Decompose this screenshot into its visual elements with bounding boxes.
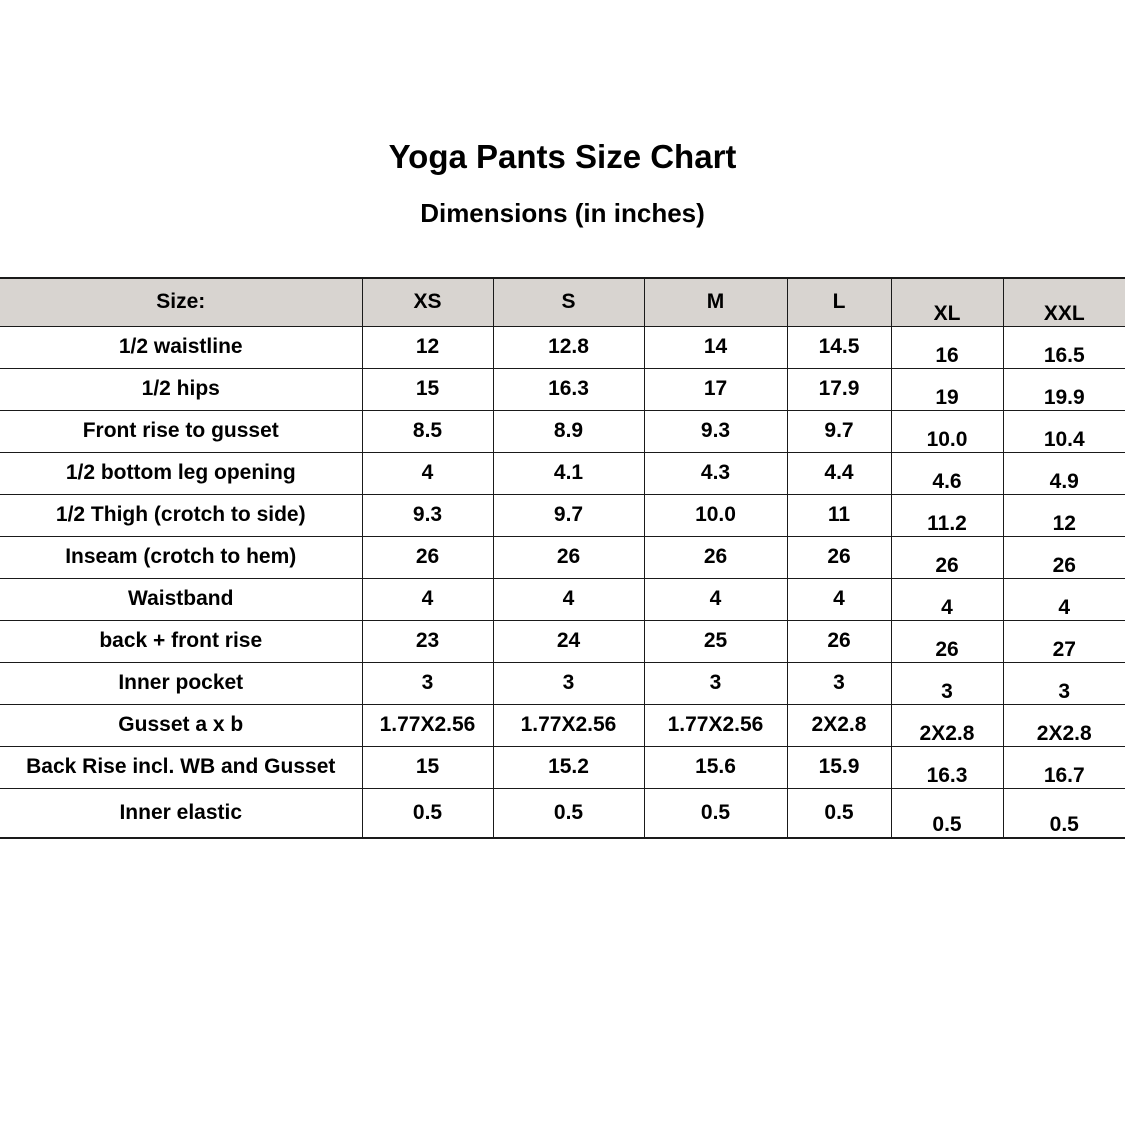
table-row	[0, 410, 1125, 452]
cell-value: 8.5	[362, 410, 493, 452]
cell-value: 4.4	[787, 452, 891, 494]
column-header-xs: XS	[362, 278, 493, 326]
cell-value: 16.3	[891, 746, 1003, 788]
cell-value: 3	[644, 662, 787, 704]
cell-value: 0.5	[891, 788, 1003, 838]
cell-value: 9.3	[644, 410, 787, 452]
cell-value: 16.5	[1003, 326, 1125, 368]
cell-value: 26	[891, 536, 1003, 578]
cell-value: 9.7	[787, 410, 891, 452]
size-chart-table	[0, 277, 1125, 839]
cell-value: 15	[362, 368, 493, 410]
cell-value: 11	[787, 494, 891, 536]
row-label: 1/2 Thigh (crotch to side)	[0, 494, 362, 536]
table-head	[0, 278, 1125, 326]
page-title: Yoga Pants Size Chart	[388, 138, 737, 175]
table-row	[0, 578, 1125, 620]
row-label: Gusset a x b	[0, 704, 362, 746]
cell-value: 14	[644, 326, 787, 368]
row-label: 1/2 bottom leg opening	[0, 452, 362, 494]
cell-value: 0.5	[787, 788, 891, 838]
table-row	[0, 452, 1125, 494]
cell-value: 2X2.8	[787, 704, 891, 746]
cell-value: 4	[362, 452, 493, 494]
cell-value: 1.77X2.56	[362, 704, 493, 746]
cell-value: 3	[891, 662, 1003, 704]
table-row	[0, 368, 1125, 410]
column-header-s: S	[493, 278, 644, 326]
column-header-xxl: XXL	[1003, 278, 1125, 326]
table-row	[0, 536, 1125, 578]
cell-value: 4	[787, 578, 891, 620]
cell-value: 26	[787, 536, 891, 578]
row-label: Inner pocket	[0, 662, 362, 704]
cell-value: 16	[891, 326, 1003, 368]
cell-value: 4	[891, 578, 1003, 620]
cell-value: 12	[362, 326, 493, 368]
row-label: 1/2 waistline	[0, 326, 362, 368]
cell-value: 15.2	[493, 746, 644, 788]
cell-value: 12	[1003, 494, 1125, 536]
cell-value: 26	[787, 620, 891, 662]
cell-value: 0.5	[1003, 788, 1125, 838]
cell-value: 3	[787, 662, 891, 704]
table-row	[0, 704, 1125, 746]
cell-value: 10.0	[891, 410, 1003, 452]
cell-value: 15	[362, 746, 493, 788]
cell-value: 19.9	[1003, 368, 1125, 410]
column-header-m: M	[644, 278, 787, 326]
cell-value: 24	[493, 620, 644, 662]
cell-value: 26	[891, 620, 1003, 662]
cell-value: 15.6	[644, 746, 787, 788]
row-label: Waistband	[0, 578, 362, 620]
cell-value: 10.0	[644, 494, 787, 536]
cell-value: 25	[644, 620, 787, 662]
cell-value: 16.7	[1003, 746, 1125, 788]
table-row	[0, 494, 1125, 536]
cell-value: 12.8	[493, 326, 644, 368]
row-label: 1/2 hips	[0, 368, 362, 410]
row-label: Inseam (crotch to hem)	[0, 536, 362, 578]
cell-value: 26	[493, 536, 644, 578]
table-body	[0, 326, 1125, 838]
cell-value: 14.5	[787, 326, 891, 368]
cell-value: 19	[891, 368, 1003, 410]
cell-value: 26	[1003, 536, 1125, 578]
cell-value: 2X2.8	[1003, 704, 1125, 746]
column-header-l: L	[787, 278, 891, 326]
page-subtitle: Dimensions (in inches)	[420, 198, 705, 228]
cell-value: 1.77X2.56	[644, 704, 787, 746]
table-header-row	[0, 278, 1125, 326]
table-row	[0, 746, 1125, 788]
size-chart-table-wrap	[0, 277, 1125, 839]
cell-value: 9.3	[362, 494, 493, 536]
row-label: Inner elastic	[0, 788, 362, 838]
table-row	[0, 662, 1125, 704]
cell-value: 23	[362, 620, 493, 662]
table-row	[0, 326, 1125, 368]
row-label: Front rise to gusset	[0, 410, 362, 452]
cell-value: 3	[493, 662, 644, 704]
cell-value: 3	[1003, 662, 1125, 704]
cell-value: 26	[362, 536, 493, 578]
cell-value: 16.3	[493, 368, 644, 410]
table-row	[0, 620, 1125, 662]
cell-value: 2X2.8	[891, 704, 1003, 746]
cell-value: 4.9	[1003, 452, 1125, 494]
cell-value: 27	[1003, 620, 1125, 662]
cell-value: 17	[644, 368, 787, 410]
cell-value: 4	[1003, 578, 1125, 620]
cell-value: 11.2	[891, 494, 1003, 536]
row-label: back + front rise	[0, 620, 362, 662]
cell-value: 3	[362, 662, 493, 704]
cell-value: 4	[493, 578, 644, 620]
cell-value: 4.6	[891, 452, 1003, 494]
cell-value: 4.1	[493, 452, 644, 494]
cell-value: 0.5	[362, 788, 493, 838]
cell-value: 4	[644, 578, 787, 620]
cell-value: 9.7	[493, 494, 644, 536]
cell-value: 15.9	[787, 746, 891, 788]
cell-value: 10.4	[1003, 410, 1125, 452]
cell-value: 0.5	[644, 788, 787, 838]
cell-value: 8.9	[493, 410, 644, 452]
cell-value: 1.77X2.56	[493, 704, 644, 746]
cell-value: 17.9	[787, 368, 891, 410]
row-label: Back Rise incl. WB and Gusset	[0, 746, 362, 788]
cell-value: 0.5	[493, 788, 644, 838]
table-row	[0, 788, 1125, 838]
cell-value: 26	[644, 536, 787, 578]
column-header-size-label: Size:	[0, 278, 362, 326]
cell-value: 4	[362, 578, 493, 620]
cell-value: 4.3	[644, 452, 787, 494]
column-header-xl: XL	[891, 278, 1003, 326]
